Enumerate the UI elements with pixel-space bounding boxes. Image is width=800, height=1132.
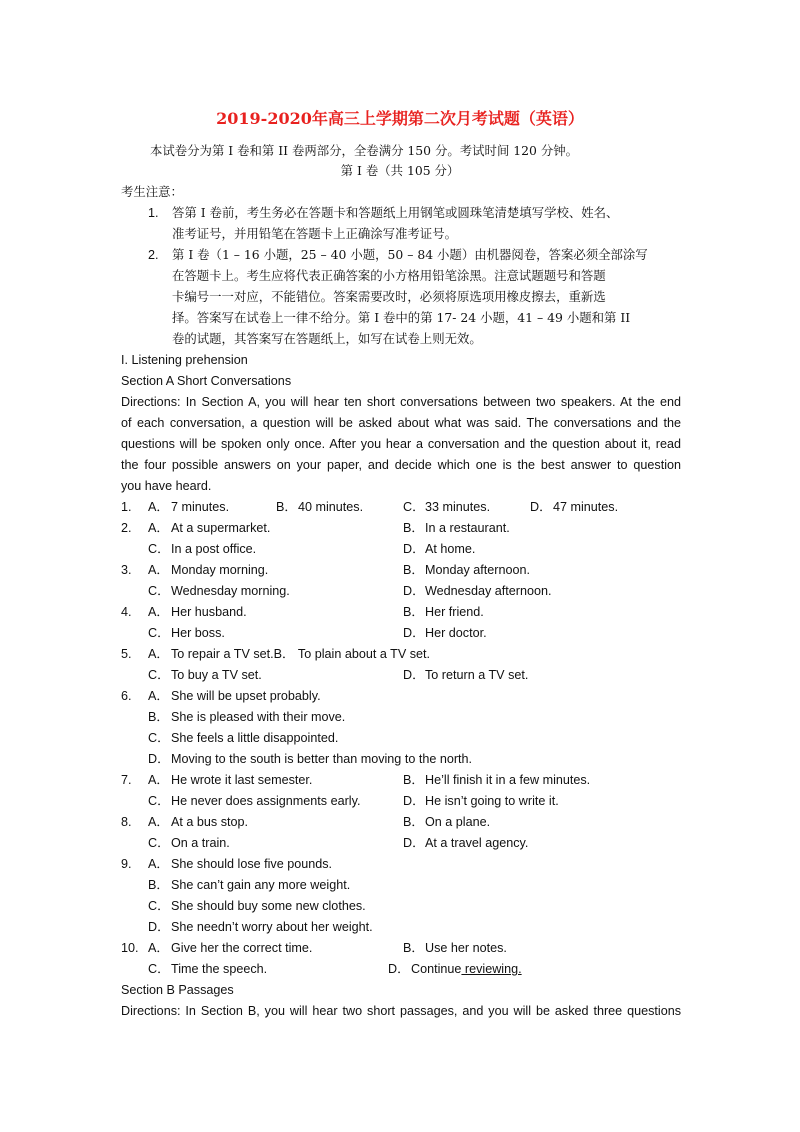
notice-heading: 考生注意： [121, 184, 183, 199]
notice-line: 第 I 卷（1 – 16 小题，25 – 40 小题，50 – 84 小题）由机器阅卷，答案必须全部涂写 [172, 247, 648, 262]
question-number: 5. [121, 647, 132, 661]
section-b-title: Section B Passages [121, 983, 234, 997]
directions-line: of each conversation, a question will be asked about what was said. The conversations and the [121, 416, 681, 430]
option-d: She needn’t worry about her weight. [171, 920, 373, 934]
option-b: Her friend. [425, 605, 484, 619]
notice-line: 在答题卡上。考生应将代表正确答案的小方格用铅笔涂黑。注意试题题号和答题 [172, 268, 606, 283]
option-label: C． [148, 626, 170, 640]
option-label: B． [403, 563, 424, 577]
option-d: He isn’t going to write it. [425, 794, 559, 808]
option-a: Give her the correct time. [171, 941, 313, 955]
notice-line: 准考证号，并用铅笔在答题卡上正确涂写准考证号。 [172, 226, 457, 241]
notice-number: 2. [148, 248, 159, 262]
intro-text: 本试卷分为第 I 卷和第 II 卷两部分，全卷满分 150 分。考试时间 120 分钟。 [150, 143, 579, 158]
option-d: To return a TV set. [425, 668, 529, 682]
option-b: He’ll finish it in a few minutes. [425, 773, 591, 787]
directions-line: you have heard. [121, 479, 212, 493]
option-label: C． [148, 794, 170, 808]
option-d [411, 961, 522, 977]
option-label: C． [148, 731, 170, 745]
option-label: C． [148, 668, 170, 682]
option-b: Use her notes. [425, 941, 507, 955]
option-label: B． [403, 815, 424, 829]
notice-number: 1. [148, 206, 159, 220]
directions-line: the four possible answers on your paper, and decide which one is the best answer to question [121, 458, 681, 472]
option-label: C． [148, 899, 170, 913]
part1-heading: 第 I 卷（共 105 分） [340, 163, 460, 178]
question-number: 10. [121, 941, 139, 955]
option-label: A． [148, 815, 169, 829]
option-a: Her husband. [171, 605, 247, 619]
question-number: 9. [121, 857, 132, 871]
option-label: D． [403, 836, 425, 850]
option-label: D． [403, 668, 425, 682]
option-b: In a restaurant. [425, 521, 510, 535]
directions-line: Directions: In Section A, you will hear ten short conversations between two speakers. At the end [121, 395, 681, 409]
option-c: On a train. [171, 836, 230, 850]
option-c: In a post office. [171, 542, 257, 556]
option-label: B． [403, 521, 424, 535]
option-d-underlined-text: reviewing. [461, 962, 522, 976]
option-a: Monday morning. [171, 563, 269, 577]
option-label: D． [388, 962, 410, 976]
option-a: 7 minutes. [171, 500, 230, 514]
option-b: Monday afternoon. [425, 563, 531, 577]
option-d: Her doctor. [425, 626, 487, 640]
option-label: D． [403, 794, 425, 808]
option-label: A． [148, 773, 169, 787]
option-c: She should buy some new clothes. [171, 899, 366, 913]
option-a-b: To repair a TV set.B． To plain about a TV set. [171, 647, 431, 661]
option-c: He never does assignments early. [171, 794, 361, 808]
option-label: A． [148, 563, 169, 577]
option-c: She feels a little disappointed. [171, 731, 339, 745]
option-label: C． [403, 500, 425, 514]
option-c: 33 minutes. [425, 500, 491, 514]
option-label: B． [403, 773, 424, 787]
section-b-directions: Directions: In Section B, you will hear two short passages, and you will be asked three questions [121, 1004, 681, 1018]
option-b: She is pleased with their move. [171, 710, 346, 724]
question-number: 7. [121, 773, 132, 787]
option-label: D． [403, 626, 425, 640]
option-b: She can’t gain any more weight. [171, 878, 351, 892]
option-c: Her boss. [171, 626, 225, 640]
option-d-text: Continue [411, 962, 462, 976]
option-a: He wrote it last semester. [171, 773, 313, 787]
notice-line: 卷的试题，其答案写在答题纸上，如写在试卷上则无效。 [172, 331, 482, 346]
option-c: Wednesday morning. [171, 584, 290, 598]
option-d: At home. [425, 542, 476, 556]
option-label: A． [148, 500, 169, 514]
option-a: At a bus stop. [171, 815, 249, 829]
option-d: Wednesday afternoon. [425, 584, 552, 598]
option-c: To buy a TV set. [171, 668, 262, 682]
option-label: A． [148, 689, 169, 703]
option-a: She should lose five pounds. [171, 857, 333, 871]
directions-line: questions will be spoken only once. After you hear a conversation and the question about it, read [121, 437, 681, 451]
option-label: C． [148, 962, 170, 976]
option-d: At a travel agency. [425, 836, 529, 850]
question-number: 1. [121, 500, 132, 514]
option-label: D． [403, 542, 425, 556]
question-number: 6. [121, 689, 132, 703]
option-label: C． [148, 542, 170, 556]
option-label: A． [148, 857, 169, 871]
option-d: 47 minutes. [553, 500, 619, 514]
option-label: B． [403, 605, 424, 619]
option-label: B． [276, 500, 297, 514]
option-label: A． [148, 605, 169, 619]
option-label: D． [148, 920, 170, 934]
section-title: I. Listening prehension [121, 353, 248, 367]
option-c: Time the speech. [171, 962, 268, 976]
question-number: 2. [121, 521, 132, 535]
option-a: At a supermarket. [171, 521, 271, 535]
notice-line: 答第 I 卷前，考生务必在答题卡和答题纸上用钢笔或圆珠笔清楚填写学校、姓名、 [172, 205, 619, 220]
option-label: D． [530, 500, 552, 514]
option-label: C． [148, 836, 170, 850]
question-number: 4. [121, 605, 132, 619]
option-b: 40 minutes. [298, 500, 364, 514]
option-label: B． [148, 878, 169, 892]
section-a-title: Section A Short Conversations [121, 374, 292, 388]
notice-line: 择。答案写在试卷上一律不给分。第 I 卷中的第 17- 24 小题，41 – 49 小题和第 II [172, 310, 631, 325]
option-d: Moving to the south is better than moving to the north. [171, 752, 473, 766]
question-number: 3. [121, 563, 132, 577]
option-a: She will be upset probably. [171, 689, 321, 703]
option-label: B． [148, 710, 169, 724]
option-label: B． [403, 941, 424, 955]
option-label: D． [403, 584, 425, 598]
question-number: 8. [121, 815, 132, 829]
option-b: On a plane. [425, 815, 491, 829]
exam-title: 2019-2020年高三上学期第二次月考试题（英语） [216, 109, 584, 128]
option-label: C． [148, 584, 170, 598]
option-label: D． [148, 752, 170, 766]
option-label: A． [148, 647, 169, 661]
option-label: A． [148, 941, 169, 955]
option-label: A． [148, 521, 169, 535]
notice-line: 卡编号一一对应，不能错位。答案需要改时，必须将原选项用橡皮擦去，重新选 [172, 289, 606, 304]
